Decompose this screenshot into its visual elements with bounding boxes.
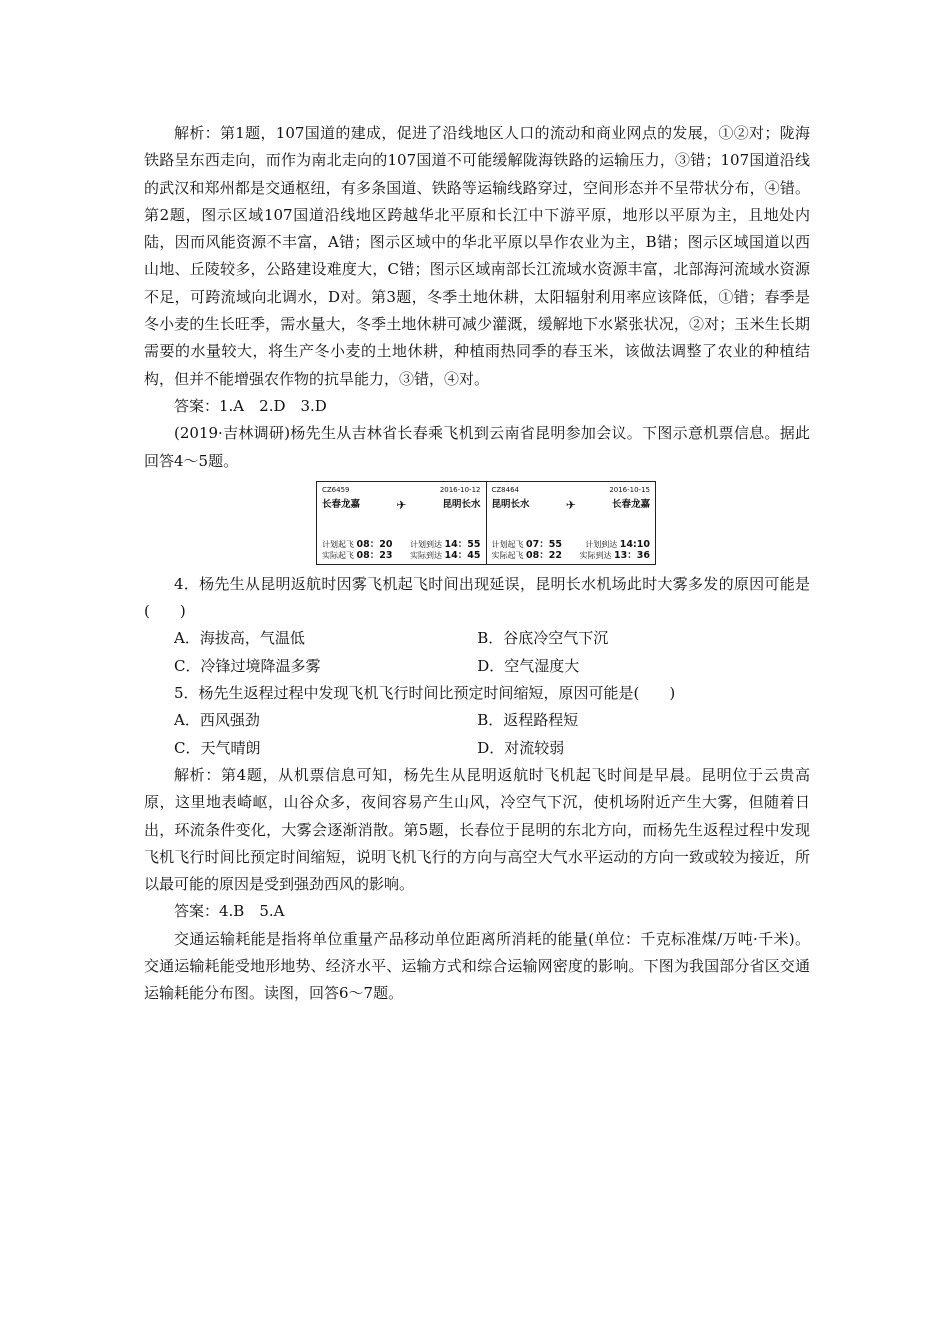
document-body bbox=[144, 120, 810, 1008]
flight-date: 2016-10-12 bbox=[439, 485, 481, 494]
flight-ticket-figure bbox=[316, 481, 656, 565]
option-d: D．对流较弱 bbox=[477, 738, 565, 757]
act-dep-time: 08：23 bbox=[356, 549, 393, 561]
act-arr-label: 实际到达 bbox=[579, 550, 612, 560]
destination: 昆明长水 bbox=[442, 498, 481, 510]
option-c: C．冷锋过境降温多雾 bbox=[174, 656, 321, 675]
analysis-1-3: 解析：第1题，107国道的建成，促进了沿线地区人口的流动和商业网点的发展，①②对；陇海铁路呈东西走向，而作为南北走向的107国道不可能缓解陇海铁路的运输压力，③错；107国道沿线的武汉和郑州都是交通枢纽，有多条国道、铁路等运输线路穿过，空间形态并不呈带状分布，④错。第2题，图示区域107国道沿线地区跨越华北平原和长江中下游平原，地形以平原为主，且地处内陆，因而风能资源不丰富，A错；图示区域中的华北平原以旱作农业为主，B错；图示区域国道以西山地、丘陵较多，公路建设难度大，C错；图示区域南部长江流域水资源丰富，北部海河流域水资源不足，可跨流域向北调水，D对。第3题，冬季土地休耕，太阳辐射利用率应该降低，①错；春季是冬小麦的生长旺季，需水量大，冬季土地休耕可减少灌溉，缓解地下水紧张状况，②对；玉米生长期需要的水量较大，将生产冬小麦的土地休耕，种植雨热同季的春玉米，该做法调整了农业的种植结构，但并不能增强农作物的抗旱能力，③错，④对。 bbox=[144, 124, 810, 388]
question-4-options-row-2 bbox=[144, 653, 810, 680]
ticket-return bbox=[486, 482, 656, 564]
act-dep-time: 08：22 bbox=[526, 549, 562, 561]
plan-dep-label: 计划起飞 bbox=[322, 539, 354, 549]
flight-number: CZ8464 bbox=[491, 485, 519, 494]
flight-number: CZ6459 bbox=[322, 485, 350, 494]
question-4-options-row-1 bbox=[144, 625, 810, 652]
plan-dep-time: 08：20 bbox=[356, 538, 393, 550]
plan-arr-label: 计划到达 bbox=[410, 539, 442, 549]
answer-4-5: 答案：4.B 5.A bbox=[174, 902, 285, 921]
question-5-options-row-2 bbox=[144, 735, 810, 762]
intro-6-7: 交通运输耗能是指将单位重量产品移动单位距离所消耗的能量(单位：千克标准煤/万吨·千米)。交通运输耗能受地形地势、经济水平、运输方式和综合运输网密度的影响。下图为我国部分省区交通运输耗能分布图。读图，回答6～7题。 bbox=[144, 929, 810, 1003]
question-5: 5．杨先生返程过程中发现飞机飞行时间比预定时间缩短，原因可能是( ) bbox=[174, 684, 676, 703]
plan-arr-time: 14:10 bbox=[619, 538, 650, 550]
option-d: D．空气湿度大 bbox=[477, 656, 580, 675]
destination: 长春龙嘉 bbox=[611, 498, 650, 510]
act-dep-label: 实际起飞 bbox=[322, 550, 354, 560]
analysis-4-5: 解析：第4题，从机票信息可知，杨先生从昆明返航时飞机起飞时间是早晨。昆明位于云贵高原，这里地表崎岖，山谷众多，夜间容易产生山风，冷空气下沉，使机场附近产生大雾，但随着日出，环流条件变化，大雾会逐渐消散。第5题，长春位于昆明的东北方向，而杨先生返程过程中发现飞机飞行时间比预定时间缩短，说明飞机飞行的方向与高空大气水平运动的方向一致或较为接近，所以最可能的原因是受到强劲西风的影响。 bbox=[144, 765, 810, 894]
plan-arr-label: 计划到达 bbox=[585, 539, 618, 549]
origin: 昆明长水 bbox=[491, 498, 530, 510]
option-b: B．返程路程短 bbox=[477, 711, 579, 730]
plane-icon: ✈ bbox=[565, 497, 576, 512]
question-4: 4．杨先生从昆明返航时因雾飞机起飞时间出现延误，昆明长水机场此时大雾多发的原因可能是( ) bbox=[144, 574, 810, 621]
option-b: B．谷底冷空气下沉 bbox=[477, 629, 609, 648]
plane-icon: ✈ bbox=[396, 497, 407, 512]
act-arr-time: 13：36 bbox=[614, 549, 650, 561]
plan-dep-time: 07：55 bbox=[526, 538, 562, 550]
act-arr-label: 实际到达 bbox=[410, 550, 442, 560]
ticket-outbound bbox=[317, 482, 486, 564]
origin: 长春龙嘉 bbox=[322, 498, 361, 510]
plan-arr-time: 14：55 bbox=[444, 538, 481, 550]
intro-4-5: (2019·吉林调研)杨先生从吉林省长春乘飞机到云南省昆明参加会议。下图示意机票信息。据此回答4～5题。 bbox=[144, 424, 810, 470]
option-c: C．天气晴朗 bbox=[174, 738, 261, 757]
act-arr-time: 14：45 bbox=[444, 549, 481, 561]
answer-1-3: 答案：1.A 2.D 3.D bbox=[174, 396, 327, 415]
plan-dep-label: 计划起飞 bbox=[491, 539, 524, 549]
flight-date: 2016-10-15 bbox=[609, 485, 650, 494]
option-a: A．西风强劲 bbox=[174, 711, 260, 730]
question-5-options-row-1 bbox=[144, 707, 810, 734]
act-dep-label: 实际起飞 bbox=[491, 550, 524, 560]
option-a: A．海拔高，气温低 bbox=[174, 629, 305, 648]
